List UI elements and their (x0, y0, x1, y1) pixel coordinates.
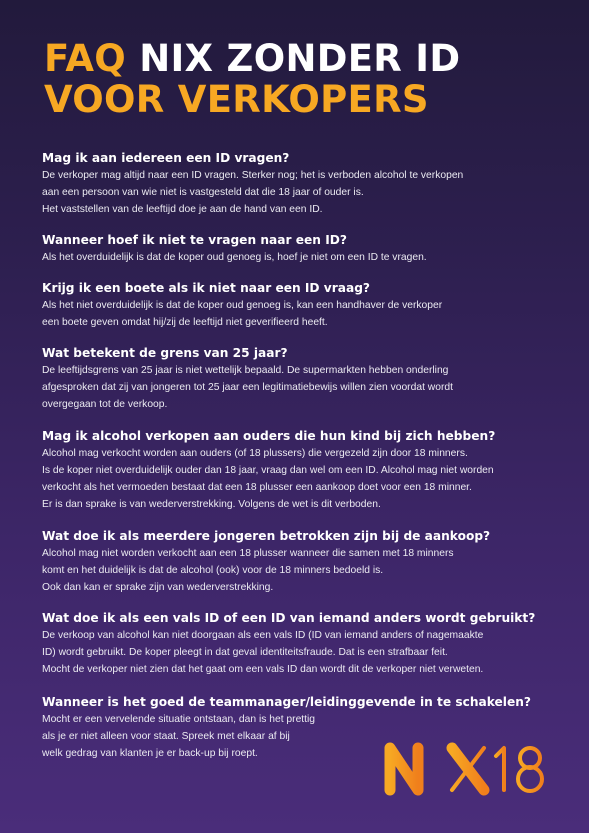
faq-answer-line: Ook dan kan er sprake zijn van wederverstrekking. (42, 582, 274, 593)
faq-question: Wanneer hoef ik niet te vragen naar een ID? (42, 233, 347, 247)
faq-item (42, 610, 562, 678)
page-title (44, 38, 460, 120)
faq-question: Krijg ik een boete als ik niet naar een ID vraag? (42, 281, 370, 295)
title-accent: FAQ (44, 37, 127, 80)
faq-question: Mag ik aan iedereen een ID vragen? (42, 151, 290, 165)
faq-item (42, 345, 562, 413)
faq-answer-line: ID) wordt gebruikt. De koper pleegt in dat geval identiteitsfraude. Dat is een strafbaar feit. (42, 647, 448, 658)
faq-item (42, 232, 562, 266)
faq-answer-line: Alcohol mag verkocht worden aan ouders (of 18 plussers) die vergezeld zijn door 18 minners. (42, 448, 468, 459)
faq-answer-line: aan een persoon van wie niet is vastgesteld dat die 18 jaar of ouder is. (42, 187, 364, 198)
nix18-logo (384, 738, 554, 798)
faq-item (42, 280, 562, 331)
faq-question: Mag ik alcohol verkopen aan ouders die hun kind bij zich hebben? (42, 429, 496, 443)
faq-question: Wat doe ik als meerdere jongeren betrokken zijn bij de aankoop? (42, 529, 491, 543)
title-main: NIX ZONDER ID (139, 37, 461, 80)
faq-answer-line: Mocht er een vervelende situatie ontstaan, dan is het prettig (42, 714, 316, 725)
faq-answer-line: De verkoper mag altijd naar een ID vragen. Sterker nog; het is verboden alcohol te verkopen (42, 170, 464, 181)
faq-answer (42, 627, 562, 678)
faq-answer-line: welk gedrag van klanten je er back-up bij roept. (42, 748, 258, 759)
faq-item (42, 150, 562, 218)
faq-answer-line: een boete geven omdat hij/zij de leeftijd niet geverifieerd heeft. (42, 317, 328, 328)
faq-answer-line: komt en het duidelijk is dat de alcohol (ook) voor de 18 minners bedoeld is. (42, 565, 384, 576)
faq-answer-line: Als het niet overduidelijk is dat de koper oud genoeg is, kan een handhaver de verkoper (42, 300, 443, 311)
faq-item (42, 428, 562, 513)
faq-question: Wanneer is het goed de teammanager/leidinggevende in te schakelen? (42, 695, 531, 709)
faq-question: Wat betekent de grens van 25 jaar? (42, 346, 288, 360)
faq-question: Wat doe ik als een vals ID of een ID van iemand anders wordt gebruikt? (42, 611, 536, 625)
faq-answer (42, 362, 562, 413)
faq-answer (42, 249, 562, 266)
faq-item (42, 528, 562, 596)
title-subtitle: VOOR VERKOPERS (44, 78, 429, 121)
faq-answer-line: Als het overduidelijk is dat de koper oud genoeg is, hoef je niet om een ID te vragen. (42, 252, 427, 263)
faq-answer-line: De leeftijdsgrens van 25 jaar is niet wettelijk bepaald. De supermarkten hebben onderling (42, 365, 449, 376)
faq-answer-line: De verkoop van alcohol kan niet doorgaan als een vals ID (ID van iemand anders of nagemaakte (42, 630, 484, 641)
faq-answer (42, 167, 562, 218)
faq-answer-line: Er is dan sprake is van wederverstrekking. Volgens de wet is dit verboden. (42, 499, 381, 510)
faq-answer-line: afgesproken dat zij van jongeren tot 25 jaar een legitimatiebewijs willen zien voordat wordt (42, 382, 453, 393)
faq-answer (42, 545, 562, 596)
faq-answer-line: als je er niet alleen voor staat. Spreek met elkaar af bij (42, 731, 290, 742)
faq-answer-line: Is de koper niet overduidelijk ouder dan 18 jaar, vraag dan wel om een ID. Alcohol mag niet worden (42, 465, 494, 476)
faq-answer-line: verkocht als het vermoeden bestaat dat een 18 plusser een aankoop doet voor een 18 minner. (42, 482, 472, 493)
faq-answer (42, 445, 562, 513)
faq-answer-line: Mocht de verkoper niet zien dat het gaat om een vals ID dan wordt dit de verkoper niet verweten. (42, 664, 484, 675)
faq-answer-line: Het vaststellen van de leeftijd doe je aan de hand van een ID. (42, 204, 323, 215)
faq-answer-line: overgegaan tot de verkoop. (42, 399, 168, 410)
faq-answer (42, 297, 562, 331)
faq-answer-line: Alcohol mag niet worden verkocht aan een 18 plusser wanneer die samen met 18 minners (42, 548, 454, 559)
